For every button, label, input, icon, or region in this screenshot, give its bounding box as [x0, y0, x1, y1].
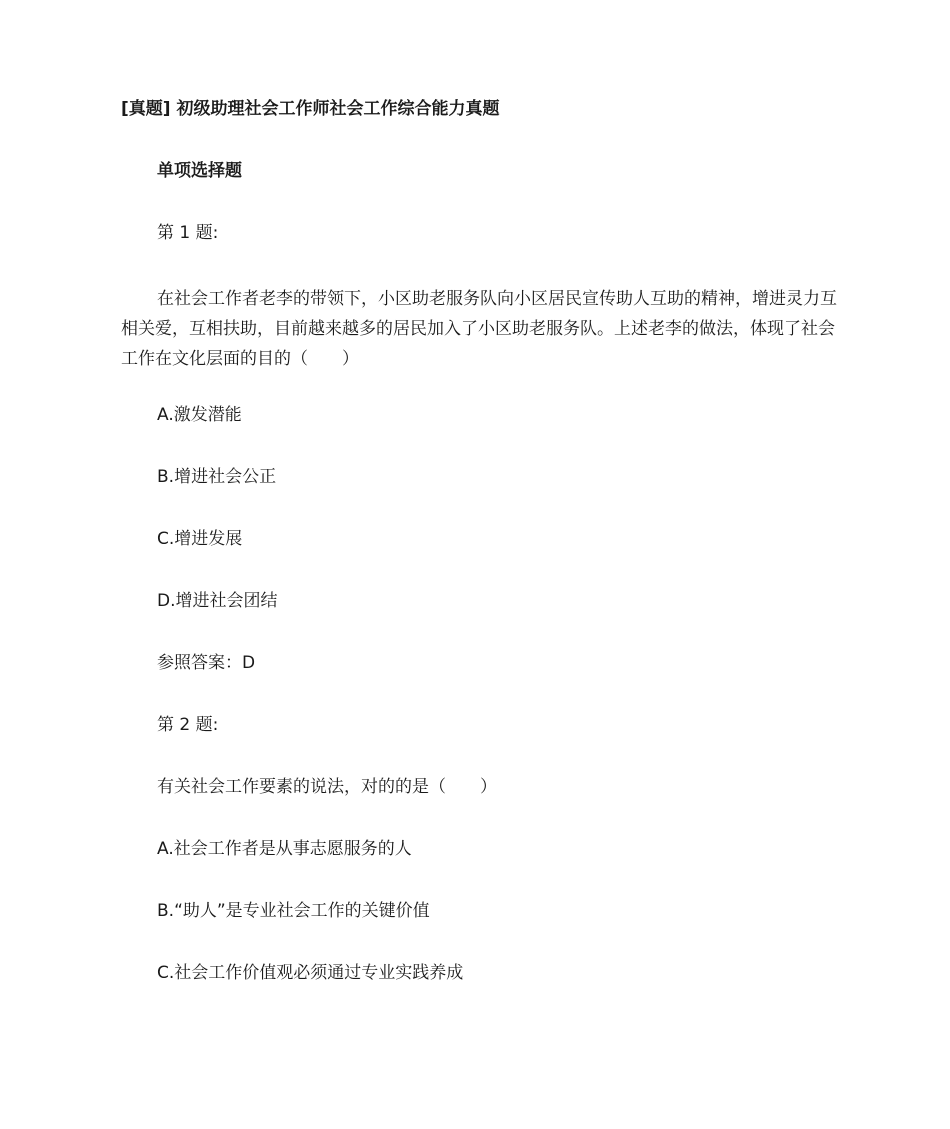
question-1-stem: 在社会工作者老李的带领下，小区助老服务队向小区居民宣传助人互助的精神，增进灵力互相关爱，互相扶助，目前越来越多的居民加入了小区助老服务队。上述老李的做法，体现了社会工作在文化层面的目的（ ） — [121, 289, 837, 369]
question-2-label: 第 2 题: — [157, 715, 219, 735]
question-2-option-b: B.“助人”是专业社会工作的关键价值 — [157, 901, 430, 921]
document-title: [真题] 初级助理社会工作师社会工作综合能力真题 — [121, 99, 500, 119]
question-1-label: 第 1 题: — [157, 223, 219, 243]
question-1-option-c: C.增进发展 — [157, 529, 243, 549]
question-2-option-c: C.社会工作价值观必须通过专业实践养成 — [157, 963, 464, 983]
question-1-option-b: B.增进社会公正 — [157, 467, 277, 487]
question-1-answer: 参照答案：D — [157, 653, 256, 673]
section-heading: 单项选择题 — [157, 161, 242, 181]
question-1-option-d: D.增进社会团结 — [157, 591, 278, 611]
question-2-option-a: A.社会工作者是从事志愿服务的人 — [157, 839, 412, 859]
question-1-option-a: A.激发潜能 — [157, 405, 242, 425]
question-2-stem: 有关社会工作要素的说法，对的的是（ ） — [157, 777, 497, 797]
